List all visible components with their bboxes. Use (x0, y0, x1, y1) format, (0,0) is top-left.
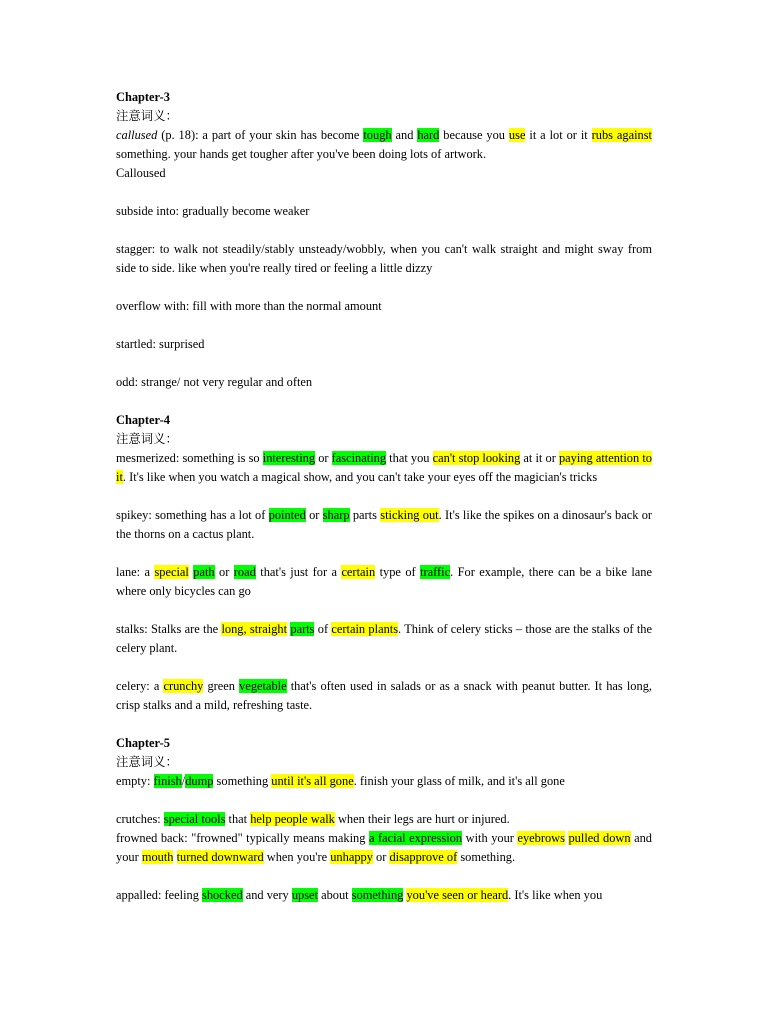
highlighted-phrase: paying attention to it (116, 451, 652, 484)
highlighted-phrase: special (154, 565, 189, 579)
definition-text: or (372, 850, 390, 864)
highlighted-phrase: until it's all gone (271, 774, 354, 788)
definition-text: : "frowned" typically means making (184, 831, 369, 845)
vocab-term: appalled (116, 888, 158, 902)
highlighted-phrase: finish (153, 774, 182, 788)
highlighted-phrase: special tools (163, 812, 226, 826)
definition-text: that you (386, 451, 433, 465)
definition-text: something. your hands get tougher after you've been doing lots of artwork. (116, 147, 487, 161)
vocab-term: spikey (116, 508, 149, 522)
highlighted-phrase: can't stop looking (432, 451, 521, 465)
highlighted-phrase: fascinating (331, 451, 387, 465)
definition-text: and your (116, 831, 652, 864)
definition-text: . It's like the spikes on a dinosaur's back or the thorns on a cactus plant. (116, 508, 653, 541)
highlighted-phrase: path (193, 565, 215, 579)
highlighted-phrase: traffic (420, 565, 451, 579)
vocab-term: subside into (116, 204, 176, 218)
definition-text: about (318, 888, 352, 902)
definition-text: Calloused (116, 166, 166, 180)
chapter-note: 注意词义： (116, 432, 178, 446)
vocab-entry (116, 202, 652, 221)
highlighted-phrase: you've seen or heard (406, 888, 509, 902)
definition-text: . finish your glass of milk, and it's all gone (353, 774, 565, 788)
definition-text: : strange/ not very regular and often (134, 375, 313, 389)
definition-text: : Stalks are the (144, 622, 222, 636)
highlighted-phrase: long, straight (221, 622, 288, 636)
definition-text: something. (457, 850, 516, 864)
vocab-term: stagger (116, 242, 152, 256)
document-content (116, 88, 652, 905)
definition-text: of (314, 622, 332, 636)
vocab-entry (116, 563, 652, 601)
highlighted-phrase: shocked (202, 888, 243, 902)
definition-text: that (225, 812, 251, 826)
definition-text: : feeling (157, 888, 203, 902)
highlighted-phrase: interesting (262, 451, 316, 465)
vocab-entry (116, 506, 652, 544)
highlighted-phrase: turned downward (176, 850, 264, 864)
vocab-term: callused (116, 128, 158, 142)
definition-text: and very (242, 888, 292, 902)
chapter-section (116, 734, 652, 905)
highlighted-phrase: hard (417, 128, 440, 142)
chapter-note: 注意词义： (116, 755, 178, 769)
highlighted-phrase: eyebrows (517, 831, 565, 845)
vocab-entry (116, 886, 652, 905)
highlighted-phrase: parts (290, 622, 315, 636)
definition-text: that's often used in salads or as a snack with peanut butter. It has long, crisp stalks and a mild, refreshing taste. (116, 679, 652, 712)
definition-text: : gradually become weaker (175, 204, 310, 218)
vocab-entry (116, 620, 652, 658)
definition-text: : (157, 812, 164, 826)
vocab-term: mesmerized (116, 451, 176, 465)
definition-text: : a (136, 565, 155, 579)
highlighted-phrase: certain plants (331, 622, 399, 636)
highlighted-phrase: pointed (268, 508, 306, 522)
vocab-entry (116, 810, 652, 829)
definition-text: : something is so (175, 451, 263, 465)
definition-text: . It's like when you watch a magical show, and you can't take your eyes off the magician's tricks (122, 470, 598, 484)
highlighted-phrase: sticking out (380, 508, 439, 522)
chapter-note: 注意词义： (116, 109, 178, 123)
chapter-section (116, 88, 652, 392)
definition-text: when you're (263, 850, 331, 864)
highlighted-phrase: pulled down (568, 831, 631, 845)
vocab-term: startled (116, 337, 153, 351)
vocab-term: odd (116, 375, 135, 389)
vocab-term: stalks (116, 622, 145, 636)
highlighted-phrase: help people walk (250, 812, 335, 826)
chapter-title: Chapter-5 (116, 736, 170, 750)
highlighted-phrase: sharp (322, 508, 350, 522)
vocab-entry (116, 373, 652, 392)
definition-text: parts (349, 508, 381, 522)
vocab-entry (116, 772, 652, 791)
highlighted-phrase: something (351, 888, 404, 902)
definition-text: . Think of celery sticks – those are the stalks of the celery plant. (116, 622, 652, 655)
definition-text: that's just for a (255, 565, 342, 579)
highlighted-phrase: road (233, 565, 256, 579)
highlighted-phrase: mouth (141, 850, 174, 864)
highlighted-phrase: a facial expression (368, 831, 463, 845)
definition-text: (p. 18): a part of your skin has become (157, 128, 364, 142)
chapter-title: Chapter-3 (116, 90, 170, 104)
definition-text: something (213, 774, 272, 788)
vocab-entry (116, 449, 652, 487)
highlighted-phrase: use (508, 128, 526, 142)
definition-text: type of (375, 565, 421, 579)
vocab-term: lane (116, 565, 137, 579)
highlighted-phrase: dump (185, 774, 214, 788)
definition-text: : a (146, 679, 164, 693)
highlighted-phrase: certain (341, 565, 376, 579)
vocab-term: crutches (116, 812, 158, 826)
chapter-title: Chapter-4 (116, 413, 170, 427)
vocab-entry (116, 677, 652, 715)
definition-text: : (146, 774, 154, 788)
definition-text: : to walk not steadily/stably unsteady/wobbly, when you can't walk straight and might sway from side to side. like when you're really tired or feeling a little dizzy (116, 242, 652, 275)
vocab-term: empty (116, 774, 147, 788)
definition-text: with your (462, 831, 518, 845)
definition-text: . It's like when you (508, 888, 603, 902)
vocab-entry (116, 829, 652, 867)
highlighted-phrase: rubs against (591, 128, 652, 142)
definition-text: : something has a lot of (148, 508, 269, 522)
definition-text: and (391, 128, 418, 142)
definition-text: it a lot or it (525, 128, 592, 142)
definition-text: : surprised (152, 337, 205, 351)
chapter-section (116, 411, 652, 715)
highlighted-phrase: crunchy (163, 679, 204, 693)
vocab-entry (116, 240, 652, 278)
highlighted-phrase: disapprove of (389, 850, 458, 864)
highlighted-phrase: tough (363, 128, 392, 142)
definition-text: because you (439, 128, 509, 142)
vocab-term: frowned back (116, 831, 185, 845)
vocab-term: overflow with (116, 299, 186, 313)
definition-text: or (305, 508, 323, 522)
definition-text: at it or (520, 451, 559, 465)
definition-text: green (203, 679, 240, 693)
highlighted-phrase: upset (291, 888, 318, 902)
vocab-entry (116, 335, 652, 354)
vocab-term: celery (116, 679, 147, 693)
definition-text: or (315, 451, 332, 465)
vocab-entry (116, 126, 652, 164)
definition-text: / (181, 774, 186, 788)
vocab-entry (116, 164, 652, 183)
definition-text: . For example, there can be a bike lane where only bicycles can go (116, 565, 653, 598)
definition-text: : fill with more than the normal amount (185, 299, 382, 313)
highlighted-phrase: vegetable (239, 679, 287, 693)
highlighted-phrase: unhappy (330, 850, 373, 864)
definition-text: or (214, 565, 234, 579)
vocab-entry (116, 297, 652, 316)
definition-text: when their legs are hurt or injured. (334, 812, 510, 826)
